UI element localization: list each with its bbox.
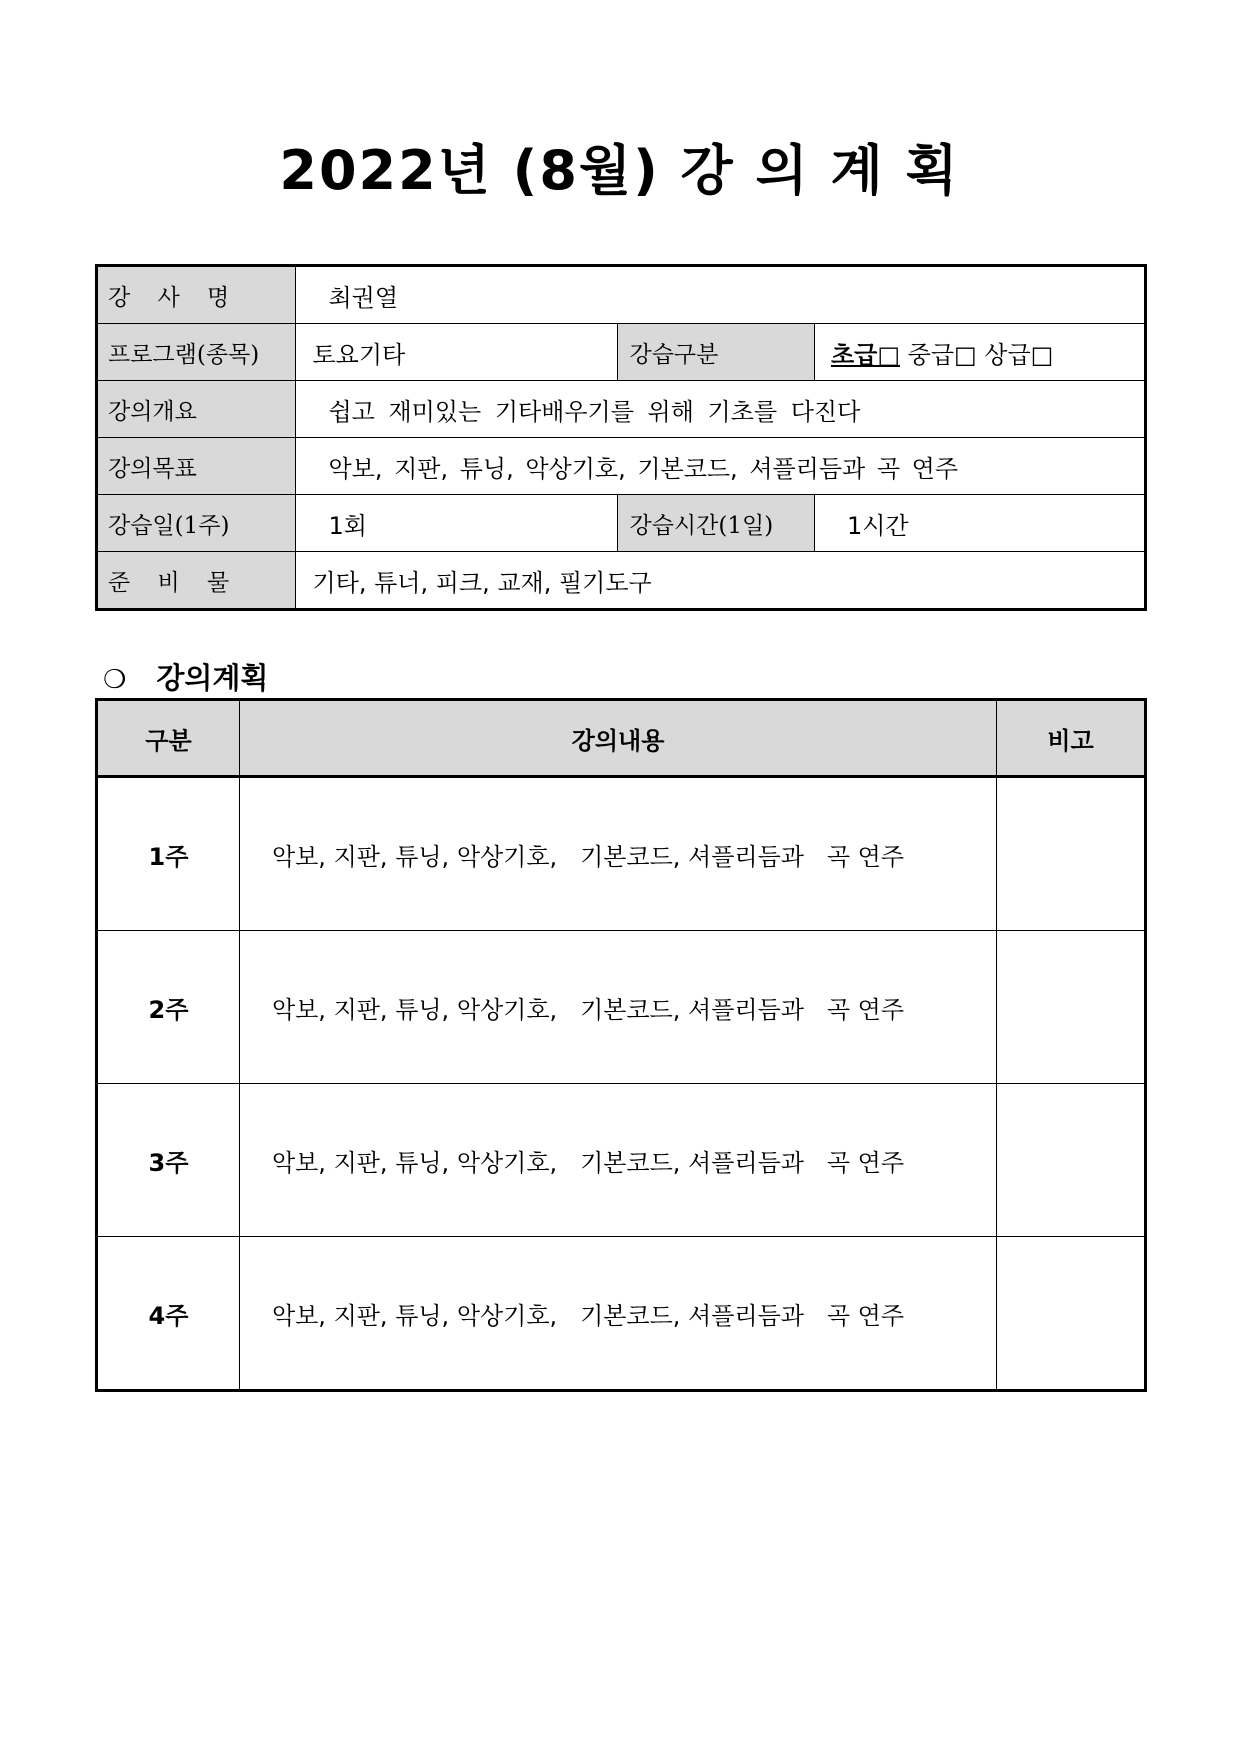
content-cell: 악보, 지판, 튜닝, 악상기호, 기본코드, 셔플리듬과 곡 연주 bbox=[239, 1237, 996, 1391]
info-row-materials bbox=[97, 552, 1146, 610]
overview-label: 강의개요 bbox=[97, 381, 296, 438]
week-cell: 3주 bbox=[97, 1084, 240, 1237]
note-cell bbox=[997, 1237, 1146, 1391]
level-selected: 초급□ bbox=[830, 340, 900, 369]
days-label: 강습일(1주) bbox=[97, 495, 296, 552]
materials-value: 기타, 튜너, 피크, 교재, 필기도구 bbox=[296, 552, 1146, 610]
content-cell: 악보, 지판, 튜닝, 악상기호, 기본코드, 셔플리듬과 곡 연주 bbox=[239, 777, 996, 931]
program-label: 프로그램(종목) bbox=[97, 324, 296, 381]
hours-label: 강습시간(1일) bbox=[617, 495, 814, 552]
instructor-value: 최권열 bbox=[296, 266, 1146, 324]
content-cell: 악보, 지판, 튜닝, 악상기호, 기본코드, 셔플리듬과 곡 연주 bbox=[239, 931, 996, 1084]
table-row bbox=[97, 1084, 1146, 1237]
week-cell: 1주 bbox=[97, 777, 240, 931]
level-value bbox=[814, 324, 1145, 381]
goal-label: 강의목표 bbox=[97, 438, 296, 495]
program-value: 토요기타 bbox=[296, 324, 617, 381]
goal-value: 악보, 지판, 튜닝, 악상기호, 기본코드, 셔플리듬과 곡 연주 bbox=[296, 438, 1146, 495]
bullet-icon: ❍ bbox=[103, 665, 127, 695]
days-value: 1회 bbox=[296, 495, 617, 552]
table-row bbox=[97, 1237, 1146, 1391]
content-cell: 악보, 지판, 튜닝, 악상기호, 기본코드, 셔플리듬과 곡 연주 bbox=[239, 1084, 996, 1237]
header-content: 강의내용 bbox=[239, 700, 996, 777]
week-cell: 2주 bbox=[97, 931, 240, 1084]
info-row-instructor bbox=[97, 266, 1146, 324]
info-row-schedule bbox=[97, 495, 1146, 552]
lecture-plan-table bbox=[95, 698, 1147, 1392]
info-row-overview bbox=[97, 381, 1146, 438]
header-note: 비고 bbox=[997, 700, 1146, 777]
info-row-goal bbox=[97, 438, 1146, 495]
week-cell: 4주 bbox=[97, 1237, 240, 1391]
instructor-label: 강 사 명 bbox=[97, 266, 296, 324]
note-cell bbox=[997, 777, 1146, 931]
section-heading bbox=[103, 656, 268, 697]
note-cell bbox=[997, 1084, 1146, 1237]
table-row bbox=[97, 931, 1146, 1084]
materials-label: 준 비 물 bbox=[97, 552, 296, 610]
info-row-program bbox=[97, 324, 1146, 381]
plan-header-row bbox=[97, 700, 1146, 777]
hours-value: 1시간 bbox=[814, 495, 1145, 552]
level-label: 강습구분 bbox=[617, 324, 814, 381]
header-week: 구분 bbox=[97, 700, 240, 777]
note-cell bbox=[997, 931, 1146, 1084]
overview-value: 쉽고 재미있는 기타배우기를 위해 기초를 다진다 bbox=[296, 381, 1146, 438]
level-others: 중급□ 상급□ bbox=[900, 340, 1054, 369]
table-row bbox=[97, 777, 1146, 931]
page-title: 2022년 (8월) 강 의 계 획 bbox=[279, 139, 960, 202]
course-info-table bbox=[95, 264, 1147, 611]
section-title: 강의계획 bbox=[156, 661, 269, 695]
